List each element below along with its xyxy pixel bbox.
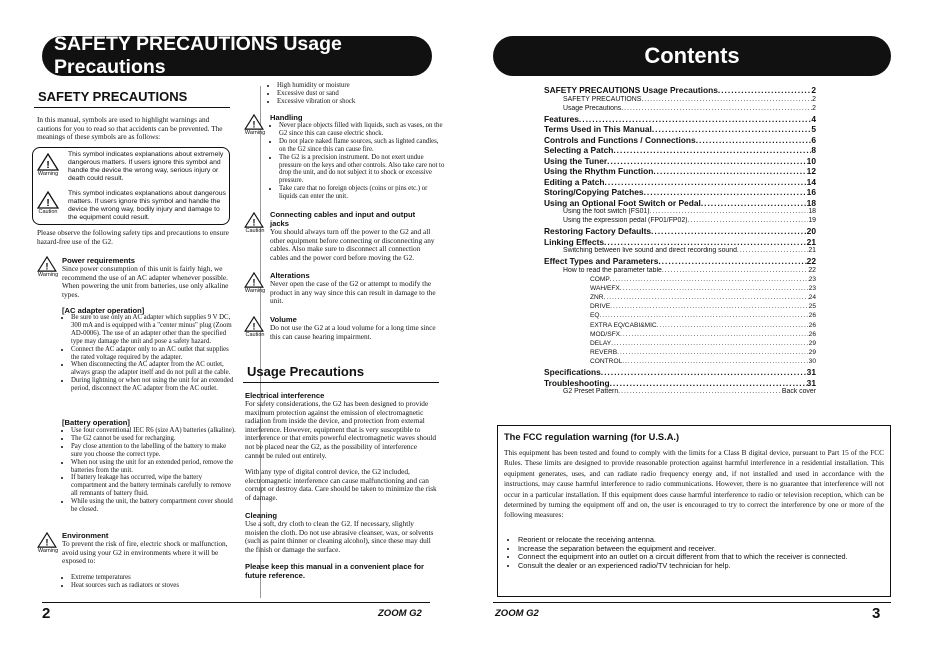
caution-triangle-icon [37,191,59,209]
toc-entry-page: 31 [806,377,816,388]
list-item: • Excessive dust or sand [277,90,447,98]
toc-entry[interactable] [544,388,816,397]
toc-leader-dots [620,285,809,292]
list-item: • Take care that no foreign objects (coins or pins etc.) or liquids can enter the unit. [279,185,445,201]
electrical-heading: Electrical interference [245,391,325,400]
toc-entry-title: MOD/SFX [590,330,621,338]
toc-entry-title: Editing a Patch [544,176,605,187]
list-item: • The G2 is a precision instrument. Do not exert undue pressure on the keys and other controls. Also take care not to drop the unit, and do not subject it to shock or excessive pressure. [279,154,445,186]
list-item: • During lightning or when not using the unit for an extended period, disconnect the AC adapter from the AC outlet. [71,377,237,393]
warning-triangle-icon [244,272,264,288]
table-of-contents [544,85,816,397]
toc-entry[interactable] [544,156,816,167]
toc-entry-page: 29 [808,339,816,347]
list-item: • Do not place naked flame sources, such as lighted candles, on the G2 since this can cause fire. [279,138,445,154]
toc-leader-dots [644,187,807,197]
warning-triangle-icon [37,256,57,272]
toc-leader-dots [737,247,808,254]
toc-entry-page: 2 [811,85,816,95]
cables-text: You should always turn off the power to the G2 and all other equipment before connecting or disconnecting any cables. Also make sure to disconnect all connection cables and the power cord before moving the G2. [270,227,435,262]
warning-label: Warning [37,171,59,177]
caution-text: This symbol indicates explanations about dangerous matters. If users ignore this symbol and handle the device the wrong way, bodily injury and damage to the equipment could result. [68,190,226,222]
toc-entry-page: Back cover [781,388,816,395]
caution-label: Caution [245,228,265,234]
warning-triangle-icon [244,114,264,130]
toc-entry-page: 22 [808,266,816,274]
toc-entry[interactable] [544,358,816,367]
svg-text:!: ! [45,261,49,272]
toc-entry[interactable] [544,237,816,248]
toc-leader-dots [662,267,809,274]
list-item: • Consult the dealer or an experienced radio/TV technician for help. [518,562,894,571]
toc-leader-dots [607,156,807,166]
toc-entry[interactable] [544,322,816,331]
toc-entry-page: 20 [806,226,816,237]
toc-entry-page: 24 [808,294,816,302]
toc-entry-page: 26 [808,330,816,338]
electrical-text-2: With any type of digital control device, the G2 included, electromagnetic interference can cause malfunctioning and can corrupt or destroy data. Care should be taken to minimize the risk of damage. [245,467,437,502]
fcc-warning-box [497,425,891,597]
list-item: • Connect the equipment into an outlet on a circuit different from that to which the receiver is connected. [518,553,894,562]
battery-list [62,427,237,514]
toc-entry-title: DELAY [590,339,612,347]
toc-leader-dots [579,114,811,124]
toc-leader-dots [621,105,812,112]
toc-leader-dots [652,124,812,134]
toc-entry-title: Storing/Copying Patches [544,187,644,198]
toc-entry-page: 6 [811,134,816,145]
toc-entry-page: 26 [808,321,816,329]
toc-entry-page: 22 [806,256,816,267]
section1-underline [34,107,230,108]
toc-entry[interactable] [544,294,816,303]
toc-entry-page: 10 [806,155,816,166]
environment-list [62,574,237,590]
caution-label: Caution [38,209,58,215]
toc-leader-dots [701,198,807,208]
toc-entry-title: Linking Effects [544,236,605,247]
toc-leader-dots [618,388,782,395]
fcc-heading: The FCC regulation warning (for U.S.A.) [504,432,680,442]
toc-entry[interactable] [544,285,816,294]
toc-entry-title: Switching between live sound and direct recording sound [563,247,737,255]
toc-entry-page: 2 [812,104,816,112]
toc-entry[interactable] [544,187,816,198]
toc-entry-page: 29 [808,348,816,356]
toc-leader-dots [622,358,808,365]
toc-entry[interactable] [544,226,816,237]
toc-entry-page: 8 [811,145,816,156]
list-item: • The G2 cannot be used for recharging. [71,435,237,443]
toc-entry-title: Using the Rhythm Function [544,166,654,177]
list-item: • Connect the AC adapter only to an AC outlet that supplies the rated voltage required by the adapter. [71,346,237,362]
list-item: • Pay close attention to the labelling of the battery to make sure you choose the correct type. [71,443,237,459]
page-number-left: 2 [42,605,51,622]
power-warning-symbol [37,256,59,278]
footer-rule-left [42,602,430,603]
toc-entry-page: 18 [808,208,816,216]
power-text: Since power consumption of this unit is fairly high, we recommend the use of an AC adapter whenever possible. When powering the unit from batteries, use only alkaline types. [62,264,229,299]
handling-heading: Handling [270,113,303,122]
svg-text:!: ! [46,198,50,209]
toc-entry[interactable] [544,276,816,285]
cables-heading: Connecting cables and input and output jacks [270,210,416,228]
toc-entry[interactable] [544,378,816,389]
toc-entry-title: Selecting a Patch [544,145,614,156]
toc-entry[interactable] [544,340,816,349]
safety-precautions-heading: SAFETY PRECAUTIONS [38,89,188,104]
toc-entry[interactable] [544,208,816,217]
toc-entry-title: How to read the parameter table [563,266,662,274]
toc-leader-dots [611,340,809,347]
keep-manual-note: Please keep this manual in a convenient place for future reference. [245,562,424,580]
toc-leader-dots [610,303,809,310]
toc-leader-dots [604,237,807,247]
toc-entry[interactable] [544,367,816,378]
toc-entry-title: Using the Tuner [544,155,608,166]
handling-warning-symbol [244,114,266,136]
toc-entry-page: 5 [811,124,816,135]
toc-leader-dots [604,294,809,301]
toc-entry[interactable] [544,217,816,226]
toc-leader-dots [650,208,809,215]
toc-entry[interactable] [544,198,816,209]
toc-leader-dots [696,135,812,145]
toc-entry-title: Using the foot switch (FS01) [563,208,650,216]
toc-entry[interactable] [544,145,816,156]
toc-leader-dots [613,145,811,155]
toc-entry-page: 14 [806,176,816,187]
footer-brand-right: ZOOM G2 [495,608,539,619]
toc-entry-title: Usage Precautions [563,104,622,112]
electrical-text: For safety considerations, the G2 has been designed to provide maximum protection against the emission of electromagnetic radiation from inside the device, and protection from external interference. However, equipment that is very susceptible to interference or that emits powerful electromagnetic waves should not be placed near the G2, as the possibility of interference cannot be ruled out entirely. [245,399,437,460]
list-item: • High humidity or moisture [277,82,447,90]
toc-entry[interactable] [544,256,816,267]
footer-brand-left: ZOOM G2 [378,608,422,619]
toc-entry[interactable] [544,267,816,276]
toc-entry-title: EQ [590,312,600,320]
toc-entry[interactable] [544,114,816,125]
toc-entry-page: 12 [806,166,816,177]
warning-triangle-icon [37,532,57,548]
list-item: • When disconnecting the AC adapter from the AC outlet, always grasp the adapter itself and do not pull at the cable. [71,361,237,377]
toc-entry-title: CONTROL [590,357,623,365]
alterations-warning-symbol [244,272,266,294]
toc-entry[interactable] [544,349,816,358]
ac-adapter-heading: [AC adapter operation] [62,306,145,315]
observe-text: Please observe the following safety tips and precautions to ensure hazard-free use of the G2. [37,228,229,246]
list-item: • Excessive vibration or shock [277,98,447,106]
toc-entry[interactable] [544,166,816,177]
svg-text:!: ! [252,119,256,130]
toc-entry[interactable] [544,331,816,340]
toc-entry-title: G2 Preset Pattern [563,388,619,395]
toc-leader-dots [657,322,809,329]
toc-entry-page: 30 [808,357,816,365]
ac-adapter-list [62,314,237,393]
toc-entry[interactable] [544,177,816,188]
toc-entry[interactable] [544,303,816,312]
list-item: • Heat sources such as radiators or stoves [71,582,237,590]
toc-entry-page: 19 [808,217,816,225]
toc-entry-page: 21 [808,247,816,255]
warning-triangle-icon [37,153,59,171]
toc-leader-dots [605,177,807,187]
caution-symbol [37,191,59,215]
battery-heading: [Battery operation] [62,418,130,427]
svg-text:!: ! [252,277,256,288]
toc-leader-dots [620,331,809,338]
toc-entry-page: 4 [811,113,816,124]
toc-entry-title: Effect Types and Parameters [544,256,659,267]
caution-triangle-icon [244,316,264,332]
toc-entry-title: Restoring Factory Defaults [544,226,652,237]
svg-text:!: ! [252,321,256,332]
handling-list [270,122,445,201]
toc-entry-page: 25 [808,303,816,311]
volume-caution-symbol [244,316,266,338]
list-item: • Increase the separation between the equipment and receiver. [518,545,894,554]
toc-entry[interactable] [544,247,816,256]
fcc-measures-list [504,536,894,570]
cleaning-heading: Cleaning [245,511,278,520]
intro-text: In this manual, symbols are used to highlight warnings and cautions for you to read so that accidents can be prevented. The meanings of these symbols are as follows: [37,115,223,142]
toc-entry[interactable] [544,85,816,96]
alterations-text: Never open the case of the G2 or attempt to modify the product in any way since this can result in damage to the unit. [270,279,436,306]
toc-entry-page: 26 [808,312,816,320]
toc-entry[interactable] [544,105,816,114]
toc-entry[interactable] [544,135,816,146]
fcc-text: This equipment has been tested and found to comply with the limits for a Class B digital device, pursuant to Part 15 of the FCC Rules. These limits are designed to provide reasonable protection against harmful interference in a residential installation. This equipment generates, uses, and can radiate radio frequency energy and, if not installed and used in accordance with the instructions, may cause harmful interference to radio communications. However, there is no guarantee that interference will not occur in a particular installation. If this equipment does cause harmful interference to radio or television reception, which can be determined by turning the equipment off and on, the user is encouraged to try to correct the interference by one or more of the following measures: [504,448,884,520]
toc-entry-page: 16 [806,187,816,198]
warning-label: Warning [37,548,59,554]
list-item: • Extreme temperatures [71,574,237,582]
toc-entry-title: EXTRA EQ/CABI&MIC [590,321,657,329]
toc-entry[interactable] [544,124,816,135]
toc-leader-dots [610,378,807,388]
left-page-banner: SAFETY PRECAUTIONS Usage Precautions [42,36,432,76]
caution-label: Caution [245,332,265,338]
caution-triangle-icon [244,212,264,228]
alterations-heading: Alterations [270,271,310,280]
list-item: • Be sure to use only an AC adapter which supplies 9 V DC, 300 mA and is equipped with a "center minus" plug (Zoom AD-0006). The use of an adapter other than the specified type may damage the unit and pose a safety hazard. [71,314,237,346]
toc-entry-page: 18 [806,197,816,208]
toc-entry-title: Using the expression pedal (FP01/FP02) [563,217,688,225]
warning-text: This symbol indicates explanations about extremely dangerous matters. If users ignore this symbol and handle the device the wrong way, serious injury or death could result. [68,151,224,183]
toc-entry-title: Controls and Functions / Connections [544,134,696,145]
toc-entry-page: 23 [808,285,816,293]
section2-underline [243,382,439,383]
page-number-right: 3 [872,605,881,622]
toc-entry-title: Features [544,113,579,124]
toc-leader-dots [653,166,806,176]
warning-label: Warning [37,272,59,278]
svg-text:!: ! [252,217,256,228]
toc-entry[interactable] [544,96,816,105]
environment-text: To prevent the risk of fire, electric shock or malfunction, avoid using your G2 in environments where it will be exposed to: [62,539,228,566]
toc-leader-dots [718,85,811,95]
toc-leader-dots [687,217,808,224]
toc-leader-dots [617,349,809,356]
toc-entry-title: SAFETY PRECAUTIONS Usage Precautions [544,85,718,95]
toc-entry-page: 21 [806,236,816,247]
toc-entry-page: 31 [806,367,816,377]
warning-symbol [37,153,59,177]
toc-entry-title: ZNR [590,294,604,302]
list-item: • Never place objects filled with liquids, such as vases, on the G2 since this can cause electric shock. [279,122,445,138]
contents-banner: Contents [493,36,891,76]
list-item: • When not using the unit for an extended period, remove the batteries from the unit. [71,459,237,475]
toc-entry-title: Terms Used in This Manual [544,124,652,135]
toc-entry-title: COMP [590,276,610,284]
toc-entry-title: Specifications [544,367,601,377]
usage-precautions-heading: Usage Precautions [247,364,365,379]
cables-caution-symbol [244,212,266,234]
cleaning-text: Use a soft, dry cloth to clean the G2. If necessary, slightly moisten the cloth. Do not use abrasive cleanser, wax, or solvents (such as paint thinner or cleaning alcohol), since these may dull the finish or damage the surface. [245,519,434,554]
toc-entry-title: Troubleshooting [544,377,610,388]
toc-entry-title: REVERB [590,348,618,356]
environment-warning-symbol [37,532,59,554]
toc-entry-page: 23 [808,276,816,284]
symbols-box [32,147,230,225]
environment-heading: Environment [62,531,109,540]
svg-text:!: ! [46,160,50,171]
toc-entry-page: 2 [812,95,816,103]
toc-entry-title: SAFETY PRECAUTIONS [563,95,642,103]
warning-label: Warning [244,130,266,136]
toc-entry[interactable] [544,312,816,321]
warning-label: Warning [244,288,266,294]
svg-text:!: ! [45,537,49,548]
toc-leader-dots [651,226,807,236]
toc-entry-title: Using an Optional Foot Switch or Pedal [544,197,701,208]
list-item: • If battery leakage has occurred, wipe the battery compartment and the battery terminals carefully to remove all remnants of battery fluid. [71,474,237,498]
environment-list-continued [268,82,447,106]
toc-entry-title: WAH/EFX [590,285,620,293]
volume-heading: Volume [270,315,297,324]
footer-rule-right [493,602,891,603]
toc-leader-dots [658,256,806,266]
toc-leader-dots [601,367,807,377]
volume-text: Do not use the G2 at a loud volume for a long time since this can cause hearing impairment. [270,323,436,341]
list-item: • While using the unit, the battery compartment cover should be closed. [71,498,237,514]
toc-entry-title: DRIVE [590,303,611,311]
toc-leader-dots [610,276,809,283]
toc-leader-dots [600,312,809,319]
toc-leader-dots [641,96,812,103]
list-item: • Use four conventional IEC R6 (size AA) batteries (alkaline). [71,427,237,435]
list-item: • Reorient or relocate the receiving antenna. [518,536,894,545]
power-heading: Power requirements [62,256,136,265]
